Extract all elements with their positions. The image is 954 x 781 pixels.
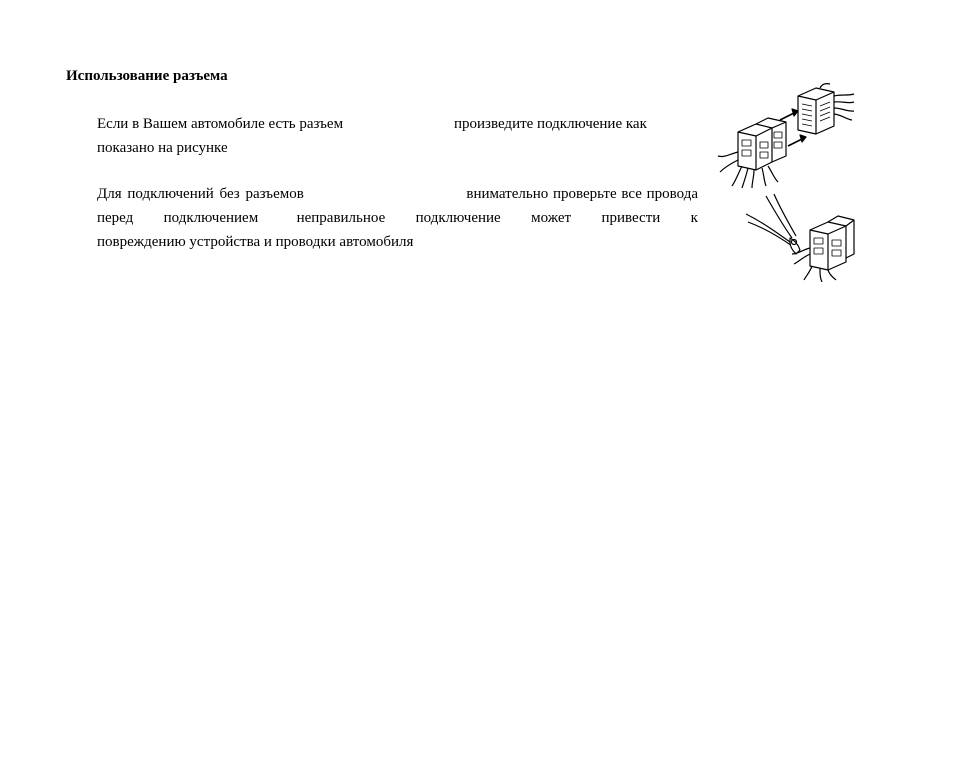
paragraph-2-line-1-right: внимательно проверьте все провода <box>466 186 698 202</box>
paragraph-no-connector-warning <box>97 182 698 254</box>
section-heading: Использование разъема <box>66 68 228 84</box>
paragraph-2-line-3: повреждению устройства и проводки автомобиля <box>97 234 414 250</box>
paragraph-2-word: подключением <box>163 210 259 226</box>
paragraph-2-line-2 <box>97 206 698 230</box>
connector-with-wire-cutter-icon <box>740 192 860 282</box>
paragraph-2-word: неправильное <box>296 210 386 226</box>
paragraph-2-word: привести <box>601 210 661 226</box>
paragraph-2-word: может <box>531 210 572 226</box>
paragraph-1-line-1-right: произведите подключение как <box>454 116 647 132</box>
paragraph-1-line-2: показано на рисунке <box>97 140 228 156</box>
paragraph-2-word: к <box>690 210 698 226</box>
paragraph-2-word: перед <box>97 210 134 226</box>
paragraph-2-line-1-left: Для подключений без разъемов <box>97 186 304 202</box>
paragraph-2-word: подключение <box>415 210 501 226</box>
paragraph-connector-usage <box>97 112 698 160</box>
paragraph-1-line-1-left: Если в Вашем автомобиле есть разъем <box>97 116 344 132</box>
paragraph-2-line-1 <box>97 182 698 206</box>
connector-pair-with-arrows-icon <box>716 82 858 190</box>
paragraph-1-line-1 <box>97 112 698 136</box>
